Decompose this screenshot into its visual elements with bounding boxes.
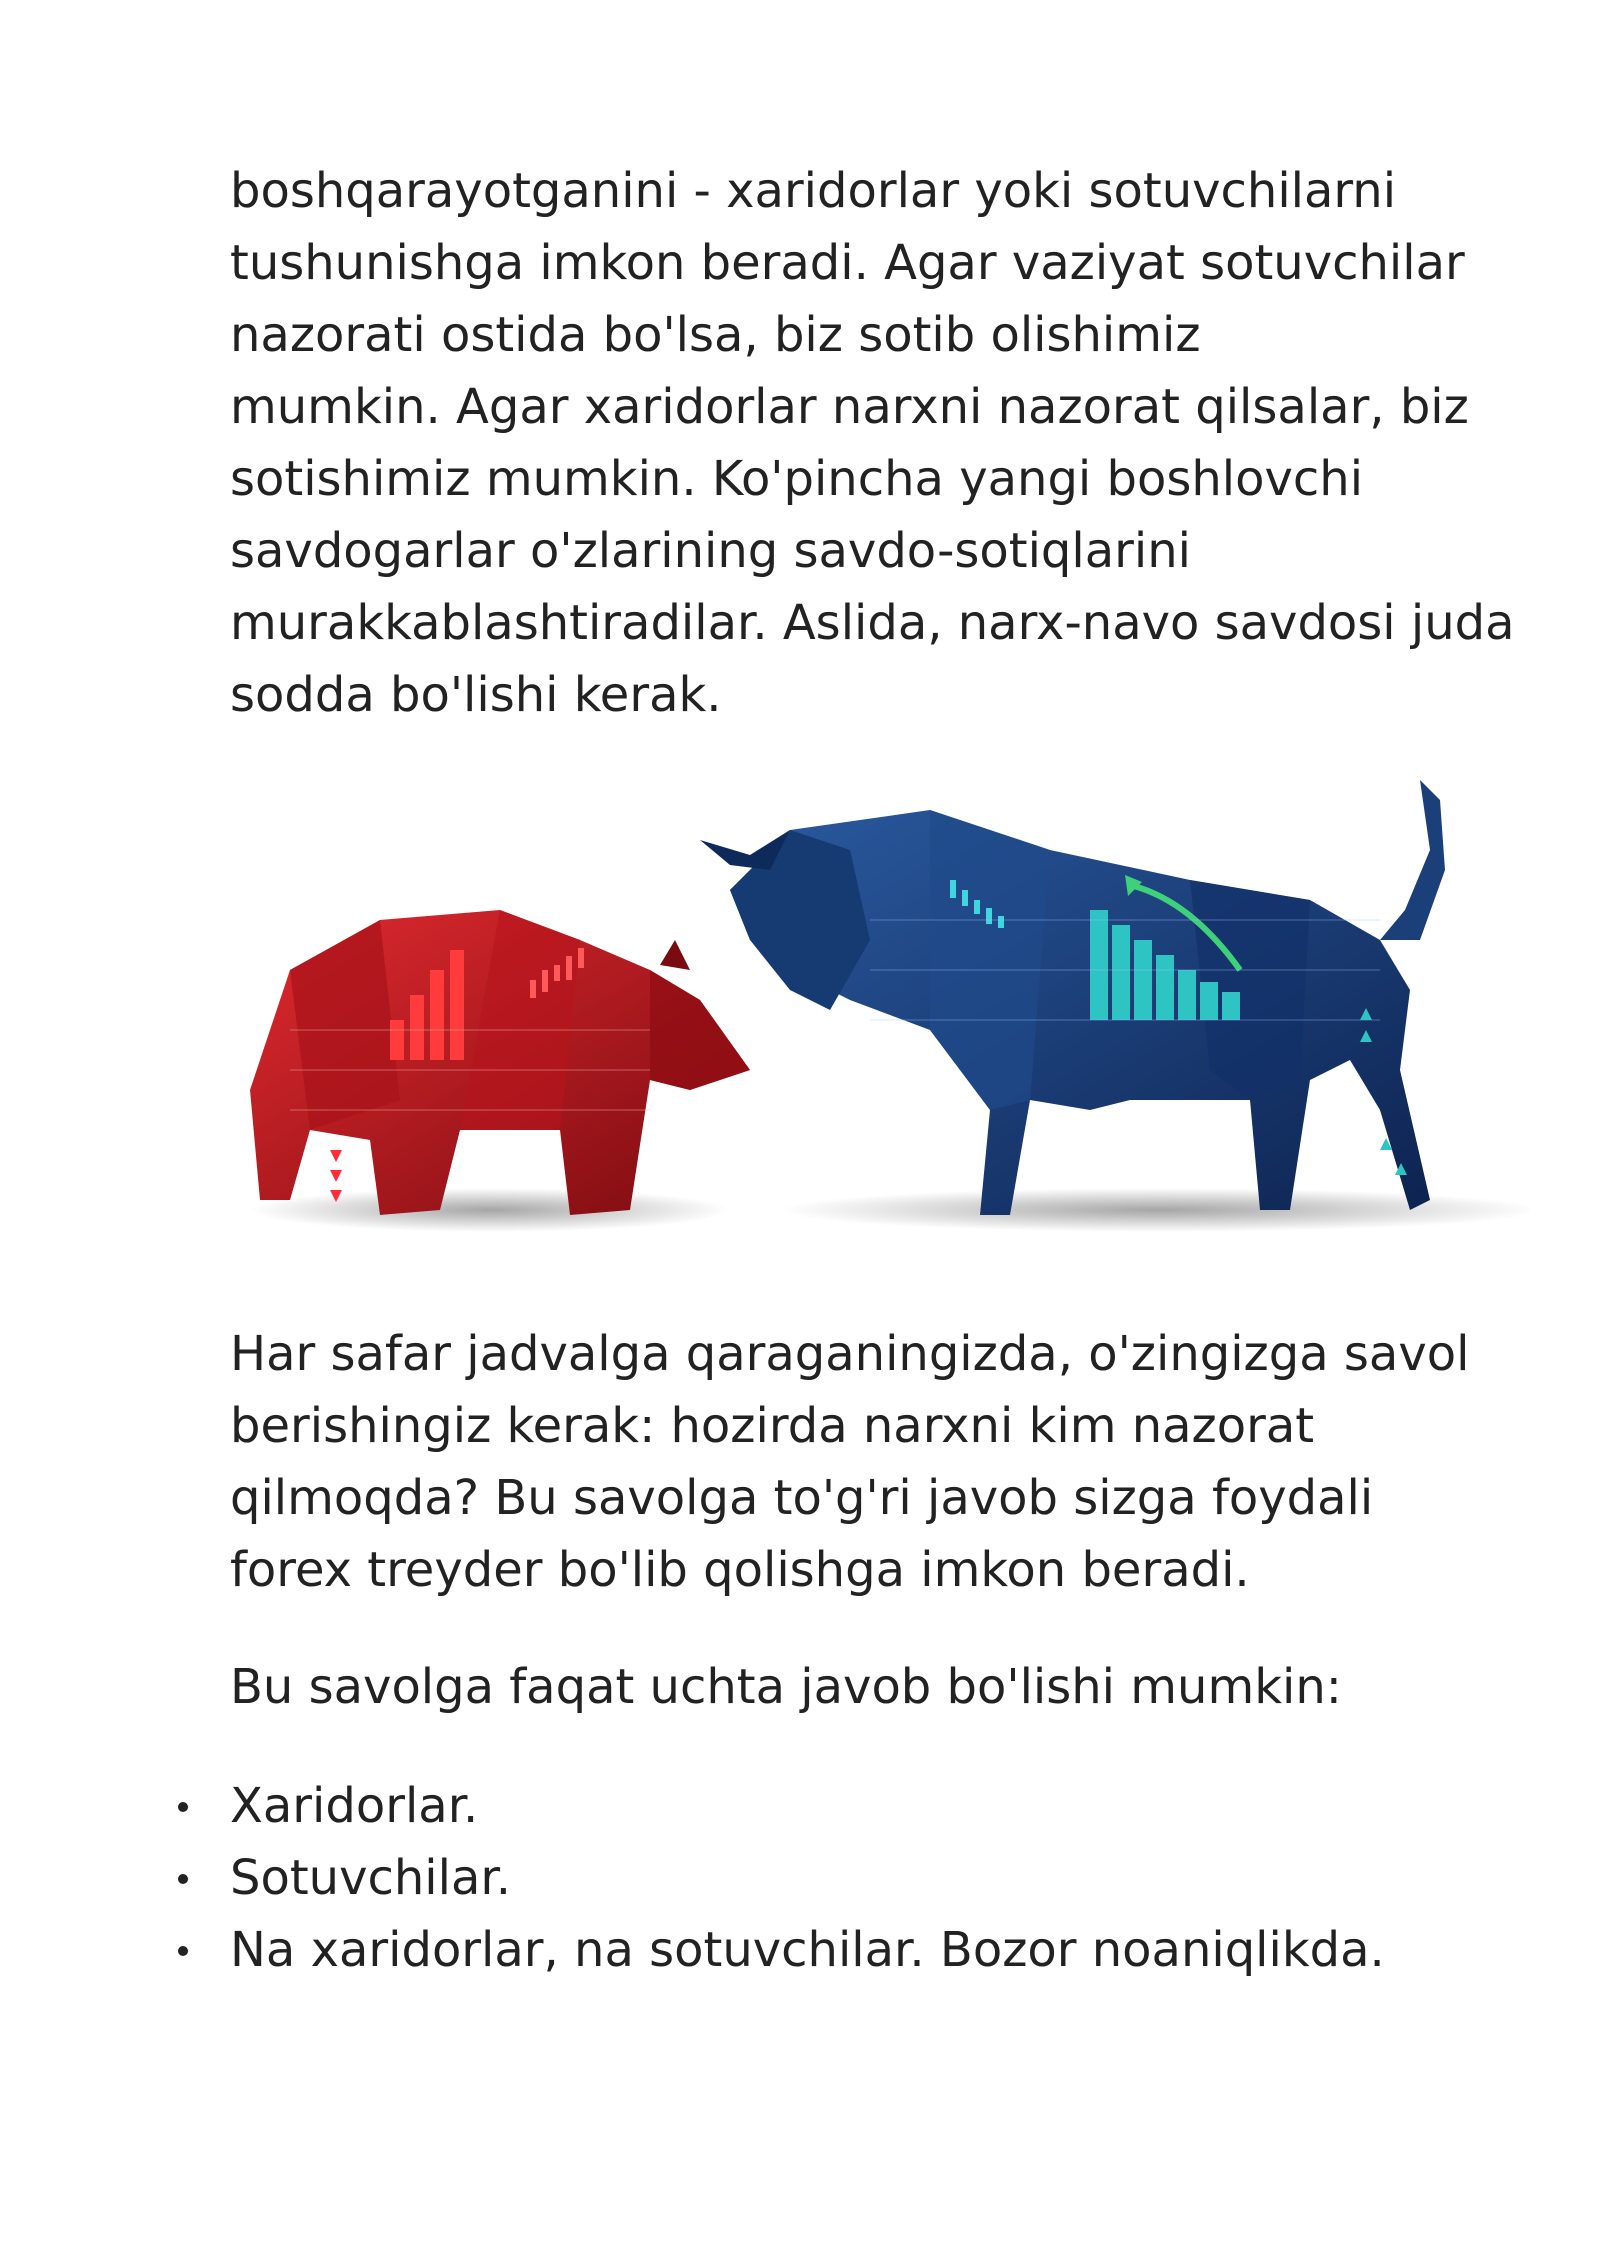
list-item: Xaridorlar. (230, 1770, 1385, 1842)
list-item: Na xaridorlar, na sotuvchilar. Bozor noaniqlikda. (230, 1914, 1385, 1986)
bullet-icon (178, 1802, 188, 1812)
bear-bull-illustration (230, 770, 1530, 1250)
paragraph-question: Har safar jadvalga qaraganingizda, o'zingizga savol berishingiz kerak: hozirda narxni kim nazorat qilmoqda? Bu savolga to'g'ri javob sizga foydali forex treyder bo'lib qolishga imkon beradi. (230, 1326, 1470, 1598)
paragraph-answers-intro: Bu savolga faqat uchta javob bo'lishi mumkin: (230, 1659, 1342, 1715)
paragraph-intro: boshqarayotganini - xaridorlar yoki sotuvchilarni tushunishga imkon beradi. Agar vaziyat sotuvchilar nazorati ostida bo'lsa, biz sotib olishimiz mumkin. Agar xaridorlar narxni nazorat qilsalar, biz sotishimiz mumkin. Ko'pincha yangi boshlovchi savdogarlar o'zlarining savdo-sotiqlarini murakkablashtiradilar. Aslida, narx-navo savdosi juda sodda bo'lishi kerak. (230, 163, 1515, 723)
bear-icon (250, 910, 750, 1215)
list-item: Sotuvchilar. (230, 1842, 1385, 1914)
bull-icon (700, 780, 1445, 1215)
bullet-icon (178, 1946, 188, 1956)
answers-list (230, 1770, 1385, 1986)
bullet-icon (178, 1874, 188, 1884)
